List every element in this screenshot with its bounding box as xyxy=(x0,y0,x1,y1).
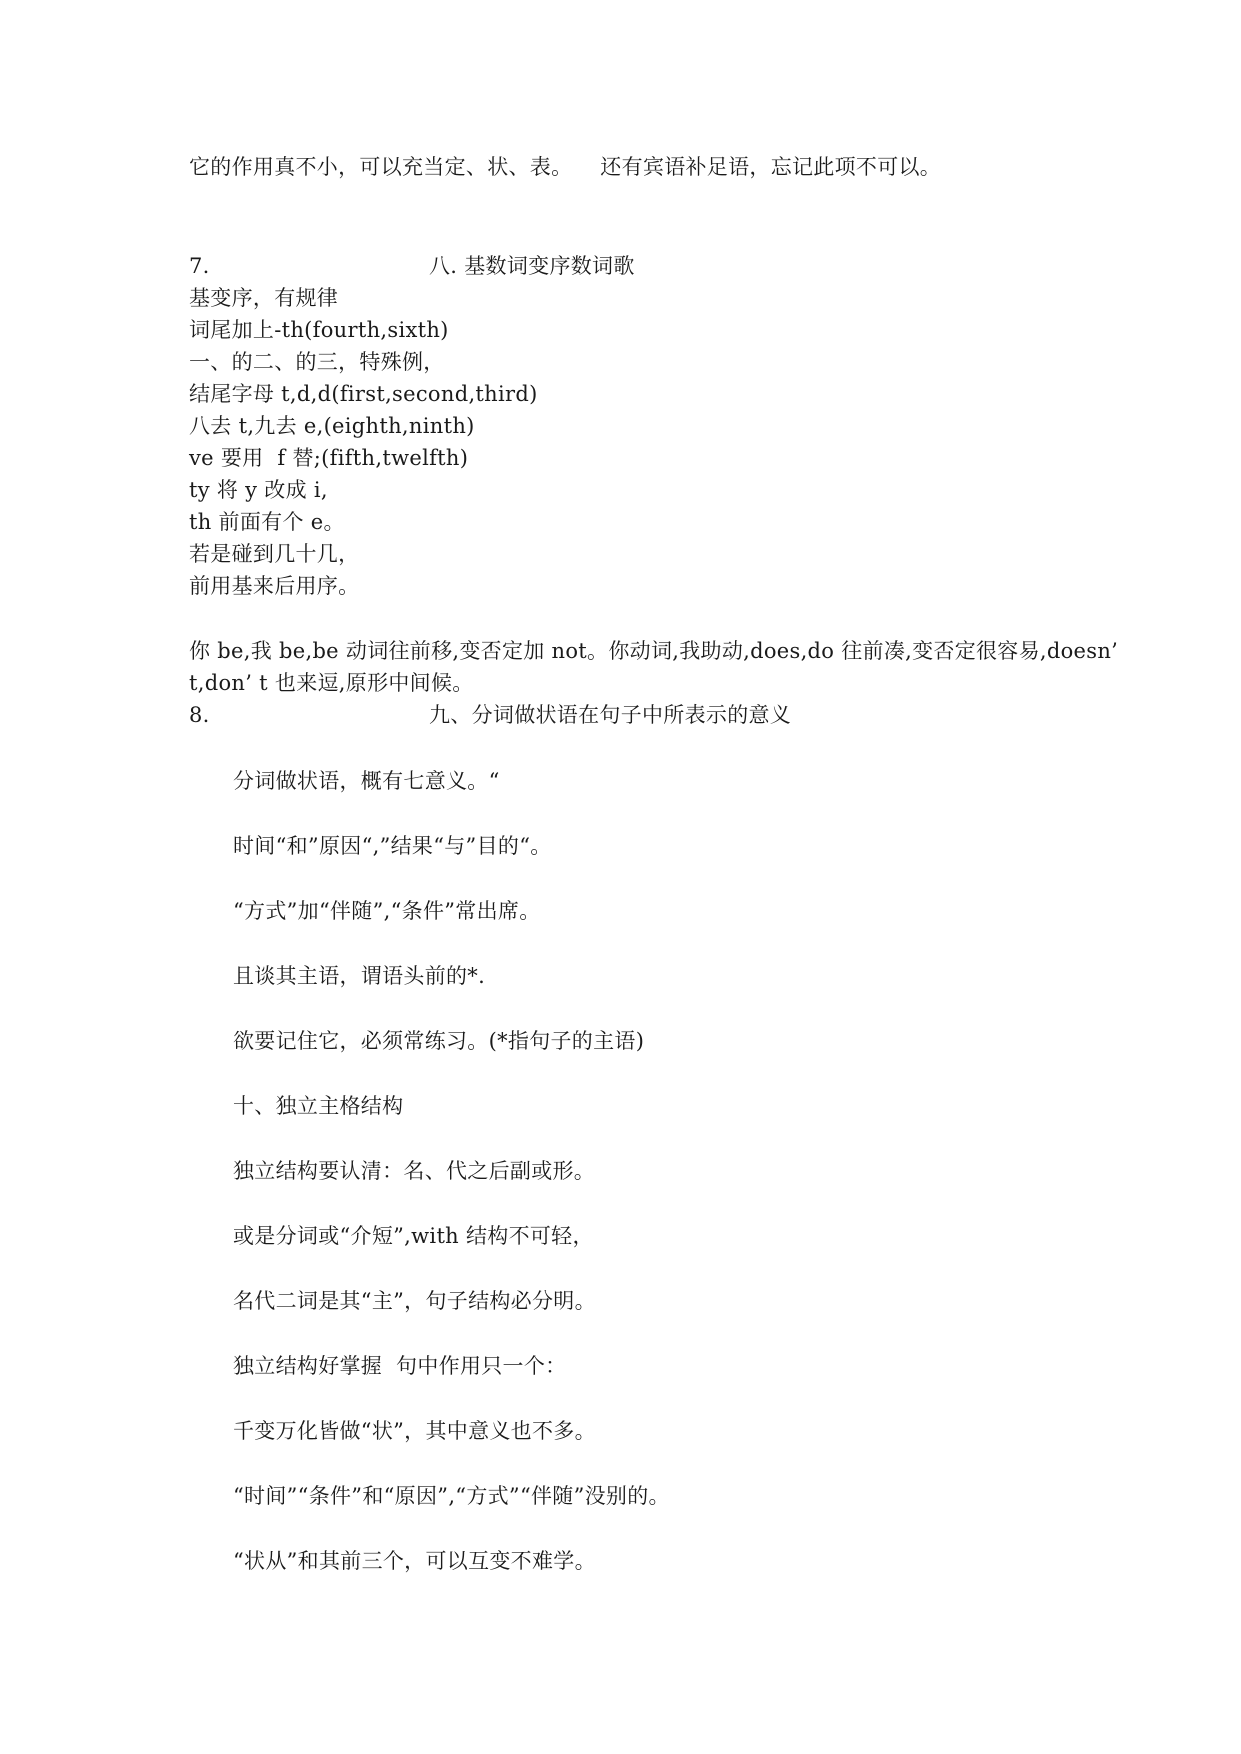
section-8-line: 且谈其主语，谓语头前的*. xyxy=(233,964,486,988)
section-8-line: 或是分词或“介短”,with 结构不可轻， xyxy=(233,1224,594,1248)
section-8-line: 独立结构好掌握 句中作用只一个： xyxy=(233,1354,567,1378)
section-7-line: 一、的二、的三，特殊例， xyxy=(189,350,445,374)
section-8-line: 独立结构要认清：名、代之后副或形。 xyxy=(233,1159,596,1183)
intro-line: 它的作用真不小，可以充当定、状、表。 还有宾语补足语，忘记此项不可以。 xyxy=(189,155,942,179)
section-8-line: 欲要记住它，必须常练习。(*指句子的主语) xyxy=(233,1029,645,1053)
section-7-line: 词尾加上-th(fourth,sixth) xyxy=(189,318,449,342)
section-7-line: 前用基来后用序。 xyxy=(189,574,360,598)
be-paragraph-line: 你 be,我 be,be 动词往前移,变否定加 not。你动词,我助动,does,do 往前凑,变否定很容易,doesn’ xyxy=(189,639,1119,663)
section-8-title: 九、分词做状语在句子中所表示的意义 xyxy=(429,703,792,727)
section-8-line: “状从”和其前三个，可以互变不难学。 xyxy=(233,1549,596,1573)
section-8-line: 时间“和”原因“,”结果“与”目的“。 xyxy=(233,834,552,858)
section-7-number: 7. xyxy=(189,254,210,278)
section-7-line: th 前面有个 e。 xyxy=(189,510,345,534)
section-7-line: 八去 t,九去 e,(eighth,ninth) xyxy=(189,414,475,438)
section-7-line: 若是碰到几十几， xyxy=(189,542,360,566)
be-paragraph-line: t,don’ t 也来逗,原形中间候。 xyxy=(189,671,474,695)
section-7-line: ve 要用 f 替;(fifth,twelfth) xyxy=(189,446,469,470)
section-7-line: 基变序，有规律 xyxy=(189,286,339,310)
section-7-line: 结尾字母 t,d,d(first,second,third) xyxy=(189,382,538,406)
section-8-line: 分词做状语，概有七意义。“ xyxy=(233,769,500,793)
section-8-number: 8. xyxy=(189,703,210,727)
section-7-title: 八. 基数词变序数词歌 xyxy=(429,254,635,278)
section-8-line: 千变万化皆做“状”，其中意义也不多。 xyxy=(233,1419,596,1443)
section-10-heading: 十、独立主格结构 xyxy=(233,1094,404,1118)
section-8-line: 名代二词是其“主”，句子结构必分明。 xyxy=(233,1289,596,1313)
section-8-line: “时间”“条件”和“原因”,“方式”“伴随”没别的。 xyxy=(233,1484,670,1508)
section-7-line: ty 将 y 改成 i, xyxy=(189,478,328,502)
section-8-line: “方式”加“伴随”,“条件”常出席。 xyxy=(233,899,541,923)
